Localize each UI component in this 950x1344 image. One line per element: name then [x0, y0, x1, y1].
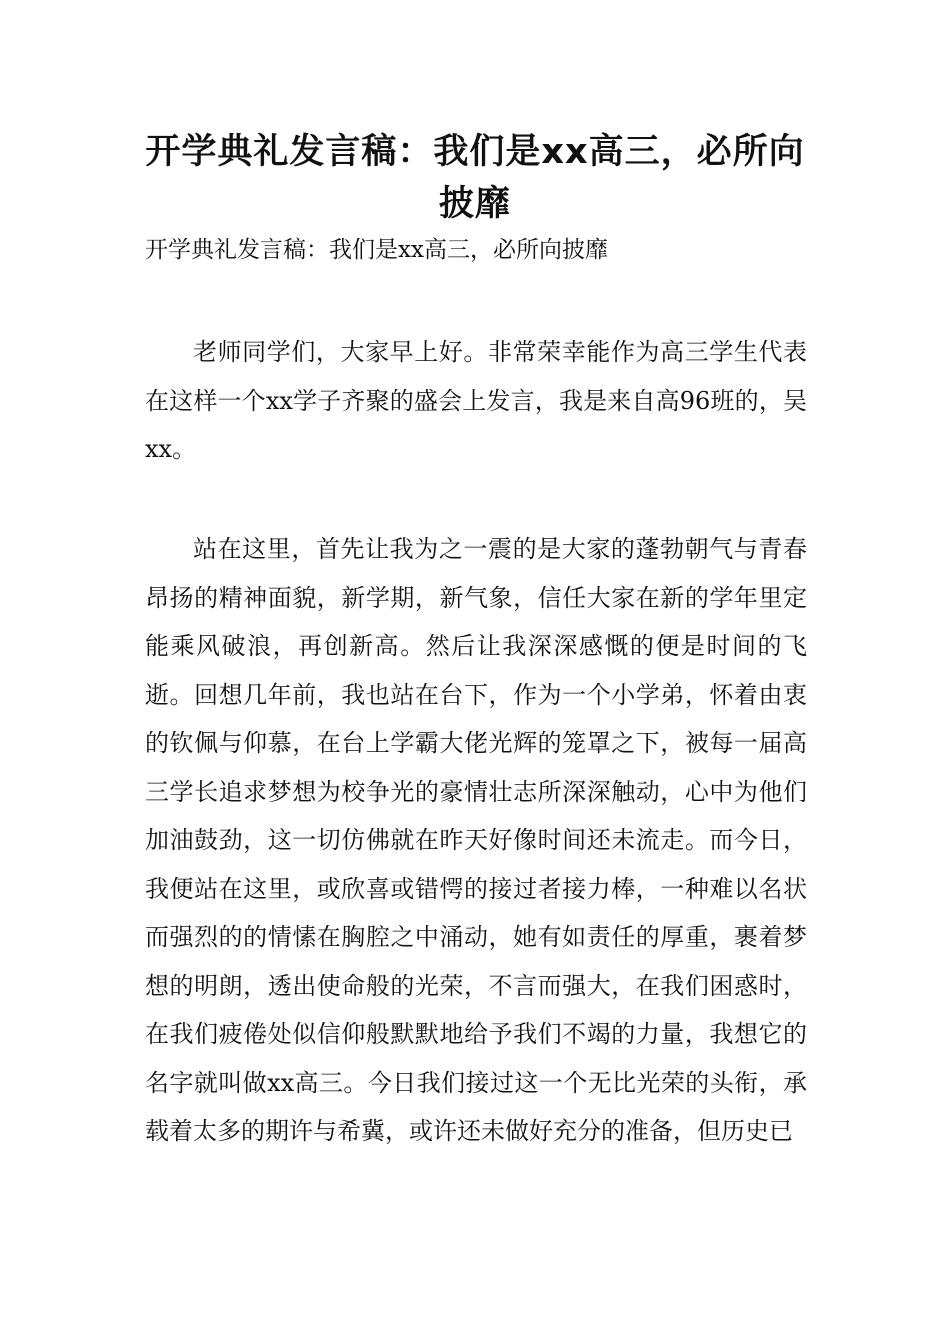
document-title: 开学典礼发言稿：我们是xx高三，必所向披靡: [145, 132, 805, 224]
paragraph-speech-body: 站在这里，首先让我为之一震的是大家的蓬勃朝气与青春昂扬的精神面貌，新学期，新气象，信任大家在新的学年里定能乘风破浪，再创新高。然后让我深深感慨的便是时间的飞逝。回想几年前，我也站在台下，作为一个小学弟，怀着由衷的钦佩与仰慕，在台上学霸大佬光辉的笼罩之下，被每一届高三学长追求梦想为校争光的豪情壮志所深深触动，心中为他们加油鼓劲，这一切仿佛就在昨天好像时间还未流走。而今日，我便站在这里，或欣喜或错愕的接过者接力棒，一种难以名状而强烈的的情愫在胸腔之中涌动，她有如责任的厚重，裹着梦想的明朗，透出使命般的光荣，不言而强大，在我们困惑时，在我们疲倦处似信仰般默默地给予我们不竭的力量，我想它的名字就叫做xx高三。今日我们接过这一个无比光荣的头衔，承载着太多的期许与希冀，或许还未做好充分的准备，但历史已: [145, 535, 807, 1145]
paragraph-greeting: 老师同学们，大家早上好。非常荣幸能作为高三学生代表在这样一个xx学子齐聚的盛会上发言，我是来自高96班的，吴xx。: [145, 338, 807, 463]
document-subtitle: 开学典礼发言稿：我们是xx高三，必所向披靡: [145, 237, 608, 263]
